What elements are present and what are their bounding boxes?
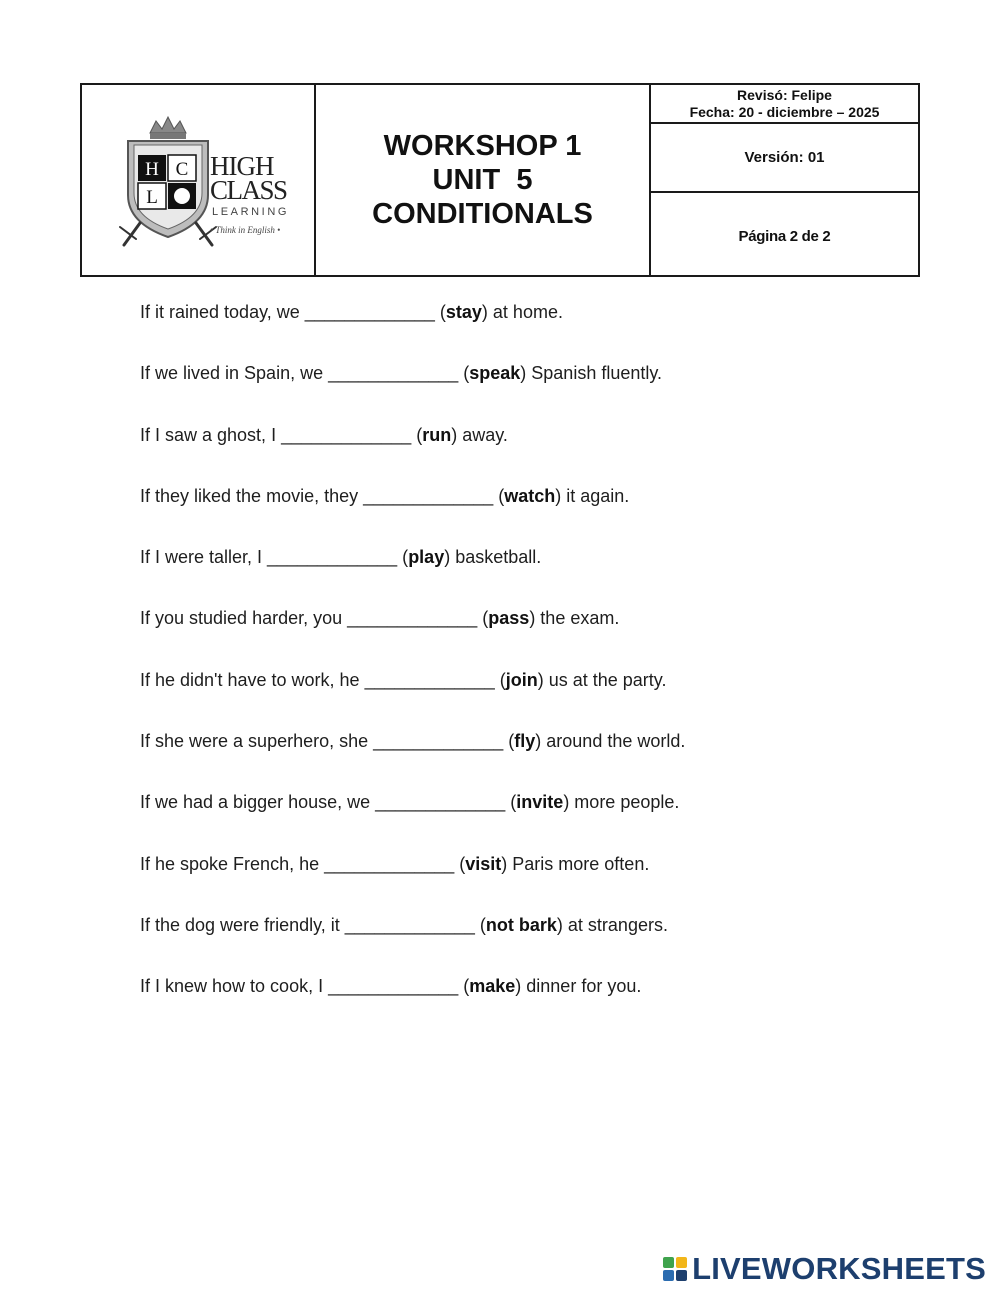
document-date: Fecha: 20 - diciembre – 2025 [689, 103, 880, 120]
verb-hint: visit [465, 853, 502, 874]
meta-version [651, 124, 918, 193]
meta-cell [651, 85, 918, 275]
logo-word-learning: LEARNING [212, 206, 290, 218]
crown-icon [150, 117, 186, 139]
liveworksheets-brand[interactable] [662, 1252, 986, 1286]
logo-word-class: CLASS [210, 175, 287, 205]
logo-letter-h: H [145, 159, 159, 180]
title-cell [316, 85, 651, 275]
verb-hint: make [469, 976, 516, 997]
exercise-item: If I saw a ghost, I _____________ (run) away. [140, 424, 508, 445]
document-header [80, 83, 920, 277]
exercise-item: If the dog were friendly, it _____________ (not bark) at strangers. [140, 914, 668, 935]
title-unit: UNIT 5 [432, 164, 533, 196]
exercise-item: If we had a bigger house, we _____________ (invite) more people. [140, 792, 680, 813]
verb-hint: join [505, 669, 538, 690]
exercise-item: If they liked the movie, they _____________ (watch) it again. [140, 485, 630, 506]
page-number: Página 2 de 2 [738, 227, 831, 245]
verb-hint: stay [445, 302, 482, 322]
liveworksheets-wordmark: LIVEWORKSHEETS [692, 1251, 986, 1286]
verb-hint: pass [488, 608, 530, 629]
title-topic: CONDITIONALS [372, 198, 593, 230]
logo-word-high: HIGH [210, 151, 274, 181]
meta-page [651, 193, 918, 275]
exercise-item: If he didn't have to work, he _____________ (join) us at the party. [140, 669, 667, 690]
verb-hint: not bark [485, 914, 557, 935]
exercise-item: If it rained today, we _____________ (stay) at home. [140, 302, 563, 322]
logo-tagline: • Think in English • [210, 225, 281, 235]
verb-hint: watch [504, 485, 556, 506]
exercise-item: If she were a superhero, she _____________ (fly) around the world. [140, 731, 686, 752]
verb-hint: play [408, 547, 445, 568]
verb-hint: invite [516, 792, 564, 813]
liveworksheets-logo-icon [662, 1256, 688, 1282]
meta-review-date [651, 85, 918, 124]
school-logo [110, 115, 290, 255]
exercise-item: If you studied harder, you _____________ (pass) the exam. [140, 608, 620, 629]
logo-letter-l: L [146, 187, 158, 208]
title-workshop: WORKSHOP 1 [383, 130, 582, 162]
exercise-list [140, 298, 920, 1034]
exercise-item: If we lived in Spain, we _____________ (speak) Spanish fluently. [140, 363, 663, 384]
exercise-item: If I were taller, I _____________ (play) basketball. [140, 547, 542, 568]
logo-letter-c: C [175, 159, 189, 180]
logo-cell [82, 85, 316, 275]
verb-hint: run [422, 424, 452, 445]
exercise-item: If I knew how to cook, I _____________ (make) dinner for you. [140, 976, 642, 997]
exercise-item: If he spoke French, he _____________ (visit) Paris more often. [140, 853, 650, 874]
version-label: Versión: 01 [744, 149, 825, 166]
reviewed-by: Revisó: Felipe [737, 86, 832, 103]
verb-hint: speak [469, 363, 521, 384]
verb-hint: fly [514, 731, 536, 752]
